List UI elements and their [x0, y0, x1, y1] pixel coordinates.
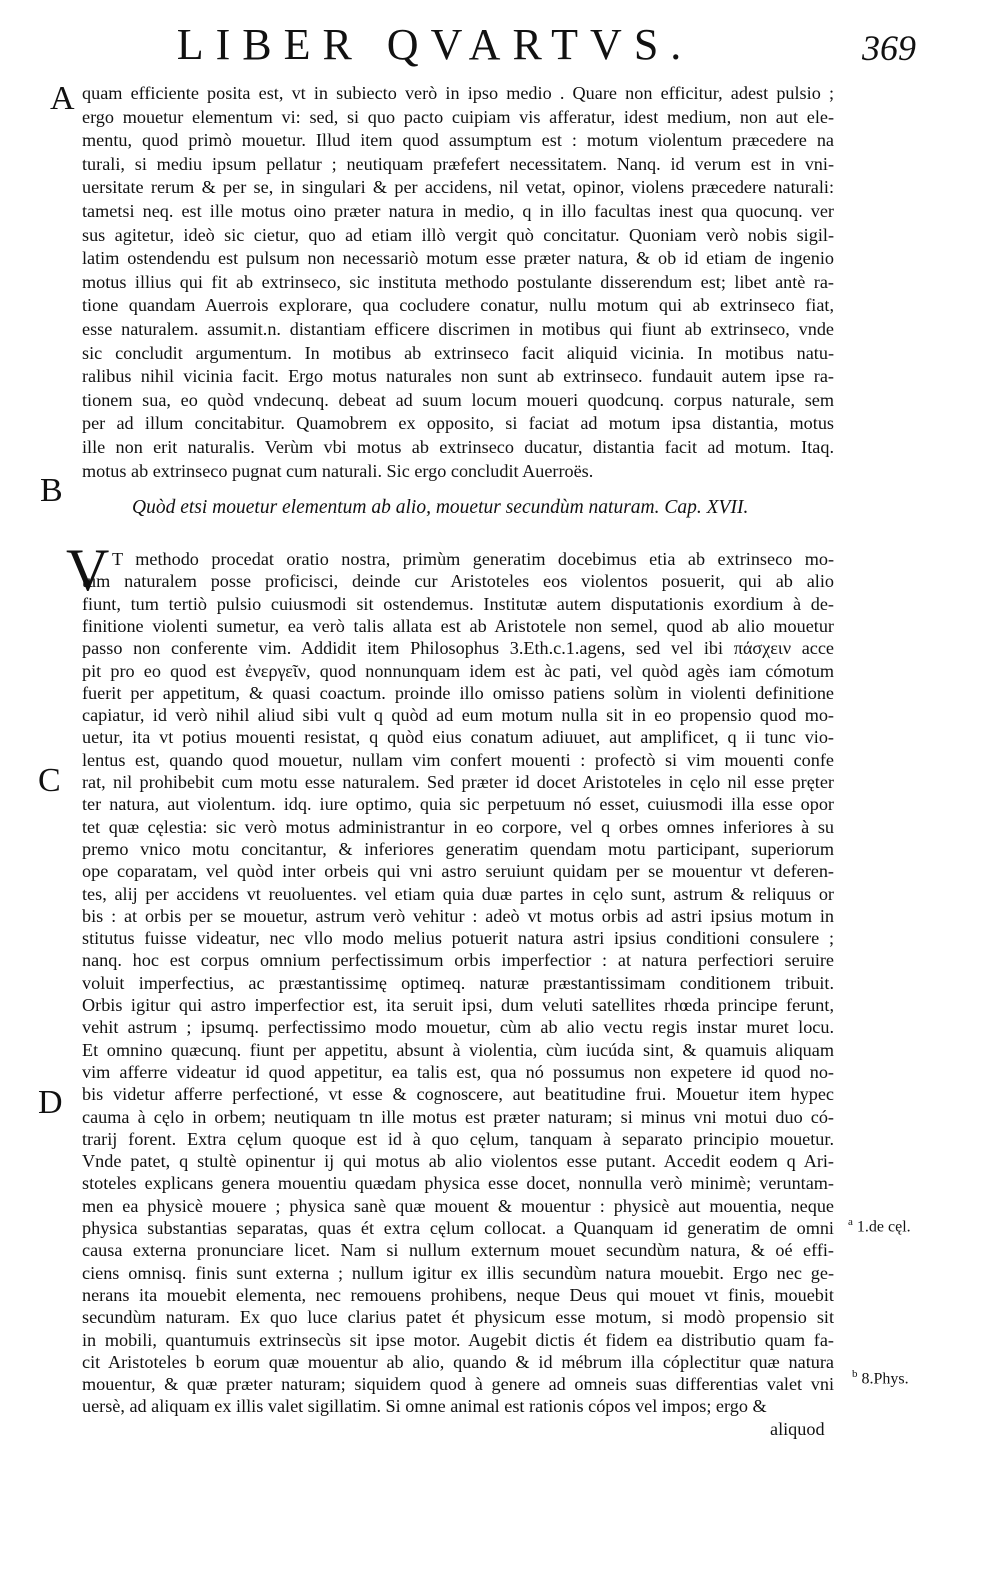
text-line: lentus est, quando quod mouetur, nullam vim confert mouenti : profectò si vim mouenti confe: [82, 749, 834, 770]
sidenote-a: [848, 1212, 911, 1237]
text-line: vim afferre videatur id quod appetitur, ea talis est, qua nó possumus non expetere id quod no-: [82, 1061, 834, 1082]
text-line: rat, nil prohibebit cum motu esse naturalem. Sed præter id docet Aristoteles in cęlo nil esse pręter: [82, 772, 834, 792]
text-line: uetur, ita vt potius mouenti resistat, q quòd eius conatum adiuuet, aut amplificet, q ii tunc vio-: [82, 727, 834, 748]
text-line: physica substantias separatas, quas ét extra cęlum collocat. a Quanquam id generatim de omni: [82, 1218, 834, 1238]
text-line: Orbis igitur qui astro imperfectior est, ita seruit ipsi, dum veluti satellites rhœda principe ferunt,: [82, 995, 834, 1015]
text-line: tes, alij per accidens vt reuoluentes. vel etiam quia duæ partes in cęlo sunt, astrum & reliquus or: [82, 883, 834, 904]
text-line: stitutus fuisse videatur, nec vllo modo melius potuerit natura astri ipsius conditioni consulere ;: [82, 928, 834, 949]
sidenote-a-marker: a: [848, 1216, 853, 1228]
sidenote-b: [852, 1364, 909, 1389]
text-line: pit pro eo quod est ἐνεργεῖν, quod nonnunquam idem est àc pati, vel quòd agès iam cómotum: [82, 660, 834, 681]
text-line: secundùm naturam. Ex quo luce clarius patet ét physicum esse motum, si modò propensio sit: [82, 1307, 834, 1328]
margin-letter-d: D: [38, 1084, 63, 1121]
text-line: cauma à cęlo in orbem; neutiquam tn ille motus est præter naturam; si minus vni motui duo có-: [82, 1106, 834, 1127]
text-line: nerans ita mouebit elementa, nec remouens prohibens, neque Deus qui mouet vt finis, mouebit: [82, 1284, 834, 1305]
text-line: latim ostendendu est pulsum non necessariò motum esse præter natura, & ob id etiam de ingenio: [82, 248, 834, 269]
text-line: men ea physicè mouere ; physica sanè quæ mouent & mouentur : physicè aut mouentia, neque: [82, 1195, 834, 1216]
margin-letter-b: B: [40, 472, 63, 509]
text-line: Vnde patet, q stultè opinentur ij qui motus ab alio violentos esse putant. Accedit eodem q Ari-: [82, 1151, 834, 1172]
text-line: ciens omnisq. finis sunt externa ; nullum igitur ex illis secundùm natura mouebit. Ergo nec ge-: [82, 1262, 834, 1283]
text-line: premo vnico motu concitantur, & inferiores generatim quendam motu participant, superiorum: [82, 838, 834, 859]
text-line: tet quæ cęlestia: sic verò motus administrantur in eo corpore, vel q orbes omnes inferiores à su: [82, 816, 834, 837]
text-line: sic concludit argumentum. In motibus ab extrinseco facit aliquid vicinia. In motibus natu-: [82, 342, 834, 363]
text-line: in mobili, quantumuis extrinsecùs sit ipse motor. Augebit dictis ét fidem ea distributio quam fa-: [82, 1329, 834, 1350]
text-line: cit Aristoteles b eorum quæ mouentur ab alio, quando & id mébrum illa cóplectitur quæ natura: [82, 1351, 834, 1372]
sidenote-b-marker: b: [852, 1368, 858, 1380]
text-line: causa externa pronunciare licet. Nam si nullum externum mouet secundùm natura, & oé effi-: [82, 1240, 834, 1261]
text-line: mentu, quod primò mouetur. Illud item quod assumptum est : motum violentum præcedere na: [82, 130, 834, 151]
text-line: turali, si mediu ipsum pellatur ; neutiquam præfefert necessitatem. Nanq. id verum est in vni-: [82, 153, 834, 174]
text-line: uersè, ad aliquam ex illis valet sigillatim. Si omne animal est rationis cópos vel impos; ergo &: [82, 1396, 767, 1417]
text-line: per ad illum concitabitur. Quamobrem ex opposito, si faciat ad motum ipsa distantia, motus: [82, 413, 834, 434]
text-line: uersitate rerum & per se, in singulari & per accidens, nil vetat, opinor, violens præcedere naturali:: [82, 177, 834, 198]
text-line: Et omnino quæcunq. fiunt per appetitu, absunt à violentia, cùm iucúda sint, & quamuis aliquam: [82, 1039, 834, 1060]
sidenote-a-text: 1.de cęl.: [856, 1218, 911, 1236]
text-line: finitione violenti sumetur, ea verò talis allata est ab Aristotele non semel, quod ab alio mouetur: [82, 615, 834, 636]
text-line: trarij forent. Extra cęlum quoque est id à quo cęlum, tanquam à separato principio mouetur.: [82, 1128, 834, 1149]
text-line: tione quandam Auerrois explorare, qua cocludere conatur, nullu motum qui ab extrinseco fiat,: [82, 295, 834, 316]
text-line: fiunt, tum tertiò pulsio cuiusmodi sit ostendemus. Institutæ autem disputationis exordium à de-: [82, 593, 834, 614]
text-line: quam efficiente posita est, vt in subiecto verò in ipso medio . Quare non efficitur, adest pulsio ;: [82, 83, 834, 103]
text-line: vehit astrum ; ipsumq. perfectissimo modo mouetur, cùm ab alio vectu regis instar muret locu.: [82, 1017, 834, 1038]
margin-letter-a: A: [50, 80, 75, 117]
chapter-heading: Quòd etsi mouetur elementum ab alio, mouetur secundùm naturam. Cap. XVII.: [132, 497, 749, 518]
text-line: ille non erit naturalis. Verùm vbi motus ab extrinseco ducatur, distantia facit ad motum. Itaq.: [82, 437, 834, 457]
text-line: mouentur, & quæ præter naturam; siquidem quod à genere ad omneis suas differentias valet vni: [82, 1374, 834, 1395]
text-line: nanq. hoc est corpus omnium perfectissimum orbis imperfectior : at natura perfectiori seruire: [82, 950, 834, 971]
text-line: ergo mouetur elementum vi: sed, si quo pacto cuipiam vis afferatur, idest medium, non aut ele-: [82, 106, 834, 127]
text-line: bis : at orbis per se mouetur, astrum verò vehitur : adeò vt motus orbis ad astri ipsius motum in: [82, 905, 834, 926]
text-line: T methodo procedat oratio nostra, primùm generatim docebimus etia ab extrinseco mo-: [112, 549, 834, 569]
text-line: esse naturalem. assumit.n. distantiam efficere discrimen in motibus qui fiunt ab extrinseco, vnde: [82, 319, 834, 339]
text-line: ter natura, aut violentum. idq. iure optimo, quia sic perpetuum nó esset, cuiusmodi illa esse opor: [82, 794, 834, 815]
text-line: motus illius qui fit ab extrinseco, sic instituta methodo postulante disserendum est; libet antè ra-: [82, 271, 834, 292]
running-title: LIBER QVARTVS.: [176, 20, 694, 69]
text-line: fuerit per appetitum, & quasi coactum. proinde illo omisso patiens solùm in violenti definitione: [82, 682, 834, 703]
sidenote-b-text: 8.Phys.: [861, 1370, 909, 1388]
text-line: tionem sua, eo quòd vndecunq. debeat ad suum locum moueri quodcunq. corpus naturale, sem: [82, 389, 834, 410]
text-line: tum naturalem posse proficisci, deinde cur Aristoteles eos violentos posuerit, qui ab alio: [82, 571, 834, 592]
text-line: sus agitetur, ideò sic cietur, quo ad etiam illò vergit quò concitatur. Quoniam verò nobis sigil-: [82, 224, 834, 245]
margin-letter-c: C: [38, 762, 61, 799]
text-line: ope coparatam, vel quòd inter orbeis qui vni astro seruiunt quidam per se mouentur vt deferen-: [82, 861, 834, 882]
page-number: 369: [862, 28, 916, 68]
text-line: passo non conferente vim. Addidit item Philosophus 3.Eth.c.1.agens, sed vel ibi πάσχειν acce: [82, 638, 834, 659]
text-line: motus ab extrinseco pugnat cum naturali. Sic ergo concludit Auerroës.: [82, 460, 594, 481]
text-line: bis videtur afferre perfectioné, vt esse & cognoscere, aut beatitudine frui. Mouetur item hypec: [82, 1084, 834, 1105]
text-line: tametsi neq. est ille motus oino præter natura in medio, q in illo facultas inest qua quocunq. ver: [82, 201, 834, 221]
text-line: ralibus nihil vicinia facit. Ergo motus naturales non sunt ab extrinseco. fundauit autem ipse ra-: [82, 366, 834, 387]
catchword: aliquod: [770, 1419, 825, 1439]
text-line: stoteles explicans genera mouentiu quædam physica esse docet, nonnulla verò minimè; veruntam-: [82, 1173, 834, 1194]
text-line: capiatur, id verò nihil aliud sibi vult q quòd ad eum motum nulla sit in eo propensio quod mo-: [82, 705, 834, 726]
drop-cap: V: [66, 537, 110, 603]
text-line: voluit imperfectius, ac præstantissimę optimeq. naturæ præstantissimam conditionem tribuit.: [82, 972, 834, 993]
